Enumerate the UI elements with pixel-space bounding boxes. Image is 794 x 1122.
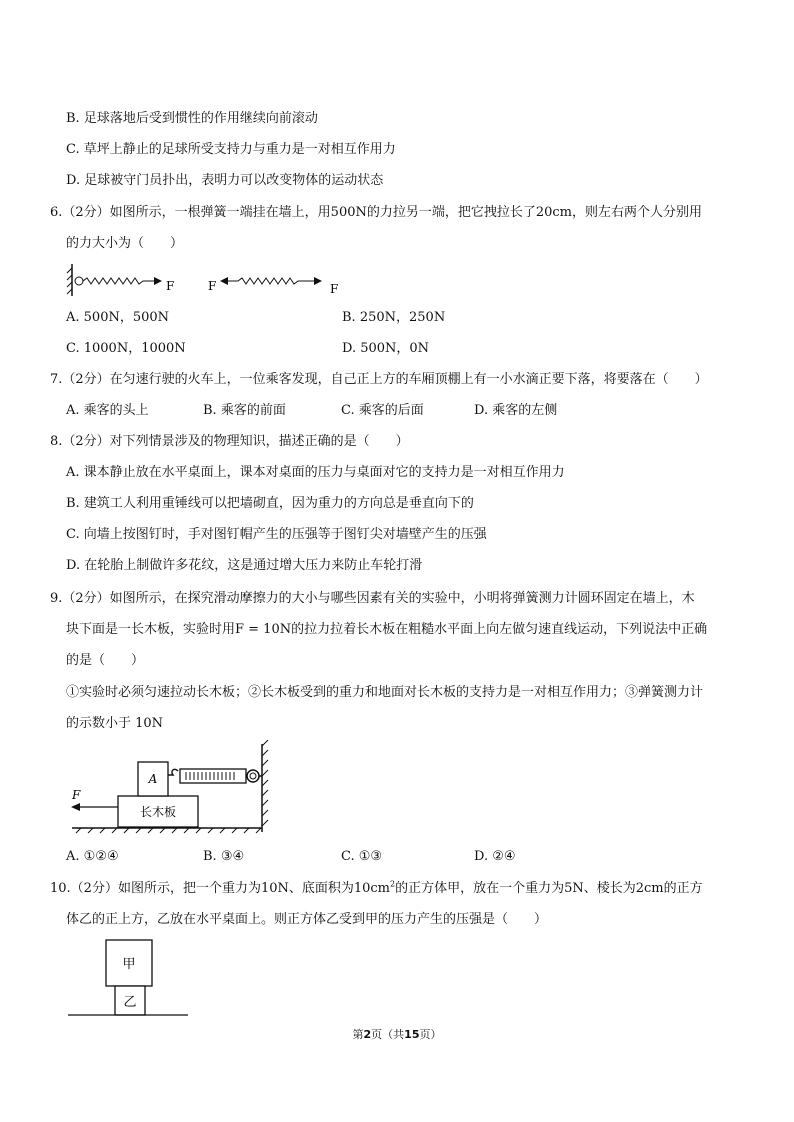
q5-option-d: D. 足球被守门员扑出，表明力可以改变物体的运动状态	[66, 173, 384, 188]
q8-option-a: A. 课本静止放在水平桌面上，课本对桌面的压力与桌面对它的支持力是一对相互作用力	[66, 465, 565, 480]
force-label-left: F	[166, 279, 175, 293]
q8-option-c: C. 向墙上按图钉时，手对图钉帽产生的压强等于图钉尖对墙壁产生的压强	[66, 527, 487, 542]
q9-stem-line1: 9.（2分）如图所示，在探究滑动摩擦力的大小与哪些因素有关的实验中，小明将弹簧测力计圆环固定在墙上，木	[50, 591, 695, 606]
q8-stem: 8.（2分）对下列情景涉及的物理知识，描述正确的是（ ）	[50, 434, 409, 449]
arrow-right-icon	[314, 277, 322, 285]
q6-option-a: A. 500N，500N	[66, 310, 170, 325]
wall-left	[67, 264, 72, 296]
q6-option-d: D. 500N，0N	[342, 341, 430, 356]
q8-option-d: D. 在轮胎上制做许多花纹，这是通过增大压力来防止车轮打滑	[66, 558, 423, 573]
q7-option-b: B. 乘客的前面	[203, 403, 286, 418]
q9-stem-line3: 的是（ ）	[66, 653, 145, 668]
footer-total-pages: 15	[404, 1028, 420, 1041]
q6-stem-line1: 6.（2分）如图所示，一根弹簧一端挂在墙上，用500N的力拉另一端，把它拽拉长了20cm，则左右两个人分别用	[50, 205, 703, 220]
footer-suffix: 页）	[419, 1028, 442, 1041]
q6-spring-figure	[66, 262, 356, 300]
q9-option-a: A. ①②④	[66, 849, 119, 864]
scale-ring-inner	[250, 773, 256, 779]
footer-current-page: 2	[363, 1028, 372, 1041]
arrow-left-icon	[71, 803, 80, 811]
force-label-mid: F	[208, 279, 217, 293]
page-footer	[0, 1026, 794, 1042]
hook-icon	[168, 769, 178, 775]
q10-stem-line1	[50, 880, 703, 898]
block-a-label: A	[148, 772, 158, 786]
q9-option-d: D. ②④	[474, 849, 516, 864]
q10-stem-part2: 的正方体甲，放在一个重力为5N、棱长为2cm的正方	[395, 881, 703, 896]
q5-option-b: B. 足球落地后受到惯性的作用继续向前滚动	[66, 111, 318, 126]
q10-stem-line2: 体乙的正上方，乙放在水平桌面上。则正方体乙受到甲的压力产生的压强是（ ）	[66, 912, 548, 927]
q10-stem-part1: 10.（2分）如图所示，把一个重力为10N、底面积为10cm	[50, 881, 391, 896]
q7-option-c: C. 乘客的后面	[341, 403, 424, 418]
q9-stem-line2: 块下面是一长木板，实验时用F = 10N的拉力拉着长木板在粗糙水平面上向左做匀速直线运动，下列说法中正确	[66, 622, 708, 637]
spring-coil-right	[226, 278, 316, 284]
q9-option-b: B. ③④	[203, 849, 245, 864]
q6-option-c: C. 1000N，1000N	[66, 341, 186, 356]
q5-option-c: C. 草坪上静止的足球所受支持力与重力是一对相互作用力	[66, 142, 396, 157]
cube-jia-label: 甲	[122, 957, 136, 972]
q7-option-d: D. 乘客的左侧	[474, 403, 558, 418]
footer-prefix: 第	[352, 1028, 364, 1041]
spring-coil-left	[83, 278, 156, 284]
q6-stem-line2: 的力大小为（ ）	[66, 236, 184, 251]
force-label-right: F	[330, 282, 339, 296]
scale-ring-icon	[247, 770, 259, 782]
long-board-label: 长木板	[139, 805, 177, 819]
force-label: F	[72, 788, 81, 802]
arrow-right-icon	[154, 277, 162, 285]
q8-option-b: B. 建筑工人利用重锤线可以把墙砌直，因为重力的方向总是垂直向下的	[66, 496, 474, 511]
footer-middle: 页（共	[371, 1028, 405, 1041]
q10-superscript: 2	[390, 879, 396, 889]
q6-option-b: B. 250N，250N	[342, 310, 446, 325]
q7-option-a: A. 乘客的头上	[66, 403, 149, 418]
q9-stem-line5: 的示数小于 10N	[66, 716, 164, 731]
q7-stem: 7.（2分）在匀速行驶的火车上，一位乘客发现，自己正上方的车厢顶棚上有一小水滴正要下落，将要落在（ ）	[50, 372, 708, 387]
spring-ring-icon	[75, 277, 83, 285]
q9-stem-line4: ①实验时必须匀速拉动长木板；②长木板受到的重力和地面对长木板的支持力是一对相互作用力；③弹簧测力计	[66, 685, 704, 700]
q10-cube-figure	[66, 934, 192, 1018]
cube-yi-label: 乙	[123, 995, 137, 1010]
wall-right	[262, 740, 268, 832]
ground-hatch	[72, 828, 262, 833]
q9-friction-figure	[66, 740, 272, 836]
q9-option-c: C. ①③	[341, 849, 383, 864]
